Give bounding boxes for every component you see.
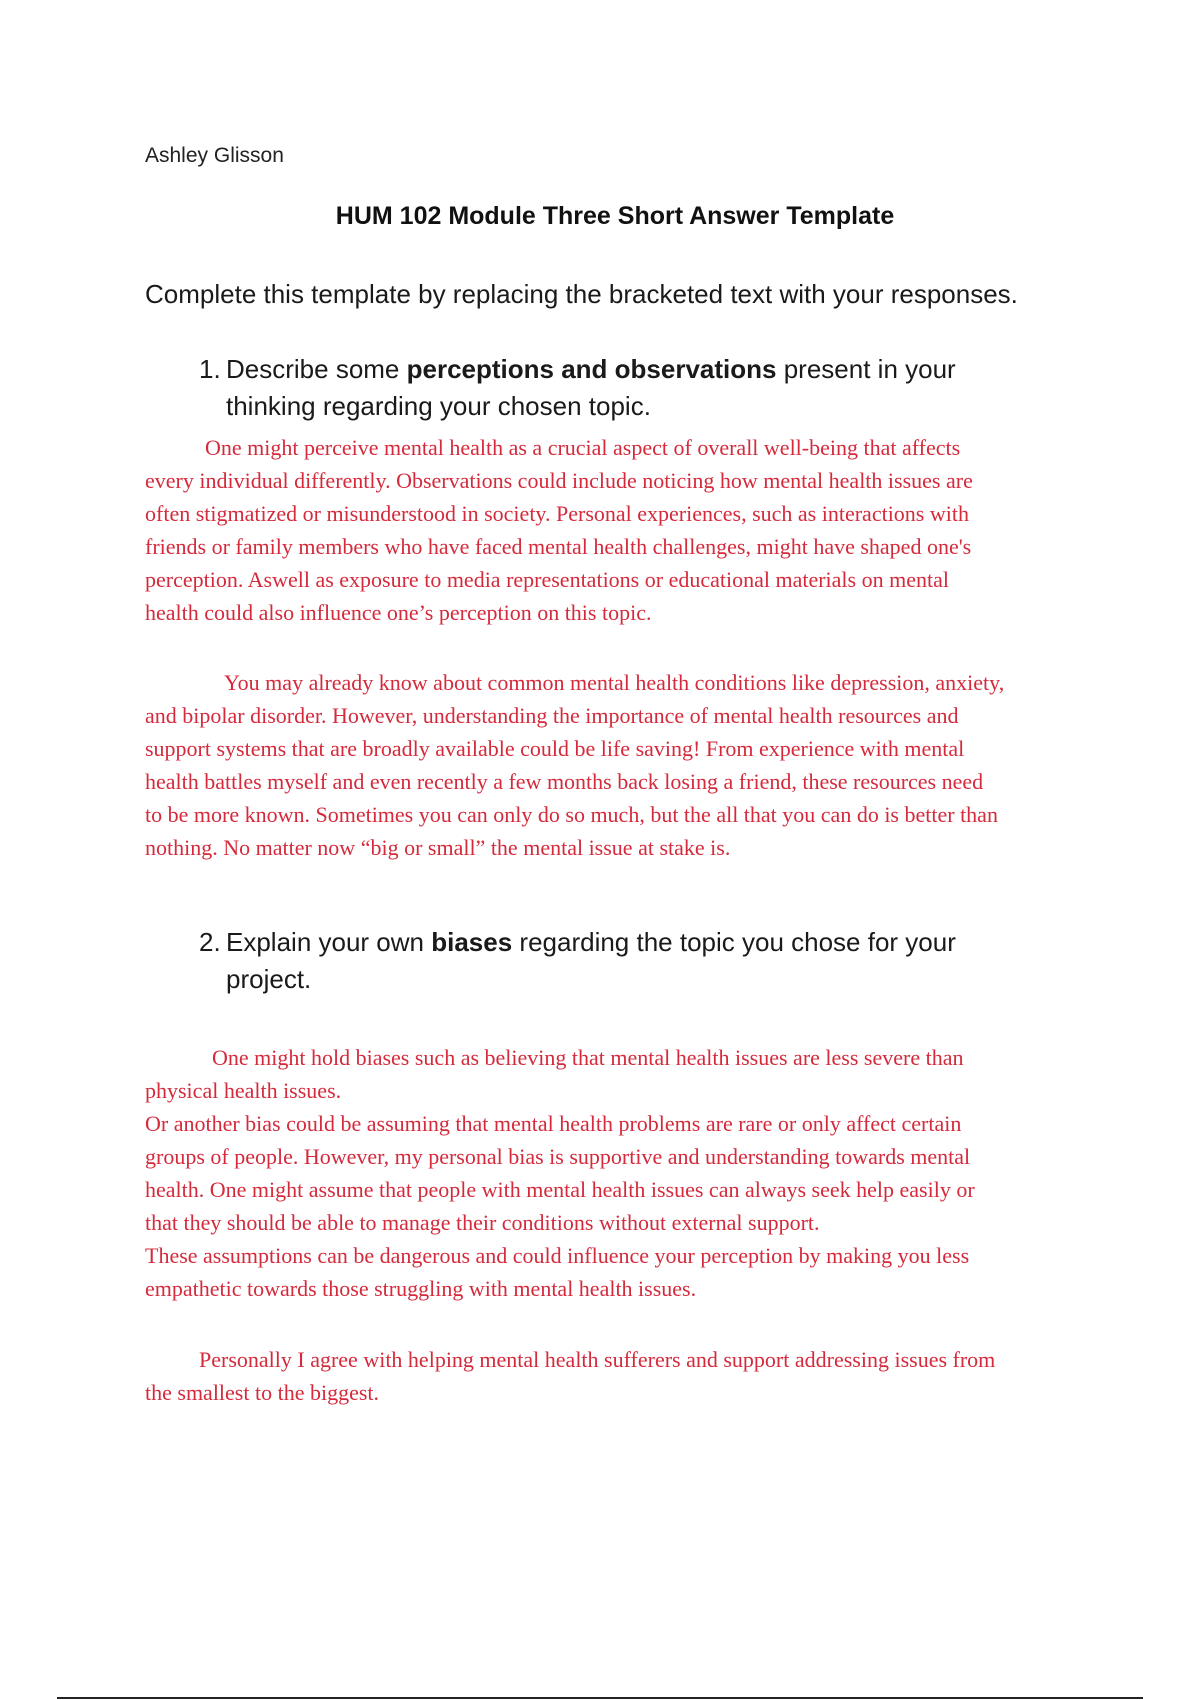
- answer-line: friends or family members who have faced mental health challenges, might have shaped one's: [145, 534, 972, 559]
- answer-line: One might hold biases such as believing that mental health issues are less severe than: [212, 1045, 964, 1070]
- answer-line: and bipolar disorder. However, understanding the importance of mental health resources and: [145, 703, 959, 728]
- answer-1-paragraph-1: [145, 431, 1095, 629]
- answer-line: often stigmatized or misunderstood in society. Personal experiences, such as interactions with: [145, 501, 969, 526]
- question-continuation: project.: [226, 964, 312, 994]
- question-text: Describe some: [226, 354, 407, 384]
- footer-divider: [57, 1697, 1143, 1699]
- answer-line: physical health issues.: [145, 1078, 342, 1103]
- answer-line: groups of people. However, my personal bias is supportive and understanding towards mental: [145, 1144, 971, 1169]
- question-text: regarding the topic you chose for your: [512, 927, 956, 957]
- answer-2-paragraph-2: [145, 1343, 1095, 1409]
- question-2: [199, 924, 1019, 998]
- answer-1-paragraph-2: [145, 666, 1095, 864]
- answer-2-paragraph-1: [145, 1041, 1095, 1305]
- answer-line: empathetic towards those struggling with mental health issues.: [145, 1276, 697, 1301]
- instruction-text: Complete this template by replacing the bracketed text with your responses.: [145, 279, 1018, 309]
- answer-line: perception. Aswell as exposure to media representations or educational materials on mental: [145, 567, 949, 592]
- answer-line: nothing. No matter now “big or small” the mental issue at stake is.: [145, 835, 731, 860]
- answer-line: One might perceive mental health as a crucial aspect of overall well-being that affects: [205, 435, 961, 460]
- question-emphasis: biases: [431, 927, 513, 957]
- document-title: HUM 102 Module Three Short Answer Template: [335, 202, 895, 230]
- question-1: [199, 351, 1019, 425]
- question-continuation: thinking regarding your chosen topic.: [226, 391, 651, 421]
- answer-line: Personally I agree with helping mental health sufferers and support addressing issues from: [199, 1347, 996, 1372]
- author-name: Ashley Glisson: [145, 144, 284, 167]
- answer-line: the smallest to the biggest.: [145, 1380, 380, 1405]
- question-number: 2.: [199, 927, 221, 957]
- answer-line: support systems that are broadly available could be life saving! From experience with mental: [145, 736, 965, 761]
- answer-line: health could also influence one’s perception on this topic.: [145, 600, 652, 625]
- answer-line: health. One might assume that people with mental health issues can always seek help easily or: [145, 1177, 975, 1202]
- question-text: present in your: [776, 354, 956, 384]
- answer-line: Or another bias could be assuming that mental health problems are rare or only affect certain: [145, 1111, 962, 1136]
- question-number: 1.: [199, 354, 221, 384]
- answer-line: You may already know about common mental health conditions like depression, anxiety,: [224, 670, 1005, 695]
- answer-line: that they should be able to manage their conditions without external support.: [145, 1210, 820, 1235]
- question-emphasis: perceptions and observations: [406, 354, 777, 384]
- answer-line: health battles myself and even recently a few months back losing a friend, these resources need: [145, 769, 984, 794]
- answer-line: These assumptions can be dangerous and could influence your perception by making you less: [145, 1243, 970, 1268]
- question-text: Explain your own: [226, 927, 432, 957]
- answer-line: to be more known. Sometimes you can only do so much, but the all that you can do is better than: [145, 802, 998, 827]
- answer-line: every individual differently. Observations could include noticing how mental health issues are: [145, 468, 973, 493]
